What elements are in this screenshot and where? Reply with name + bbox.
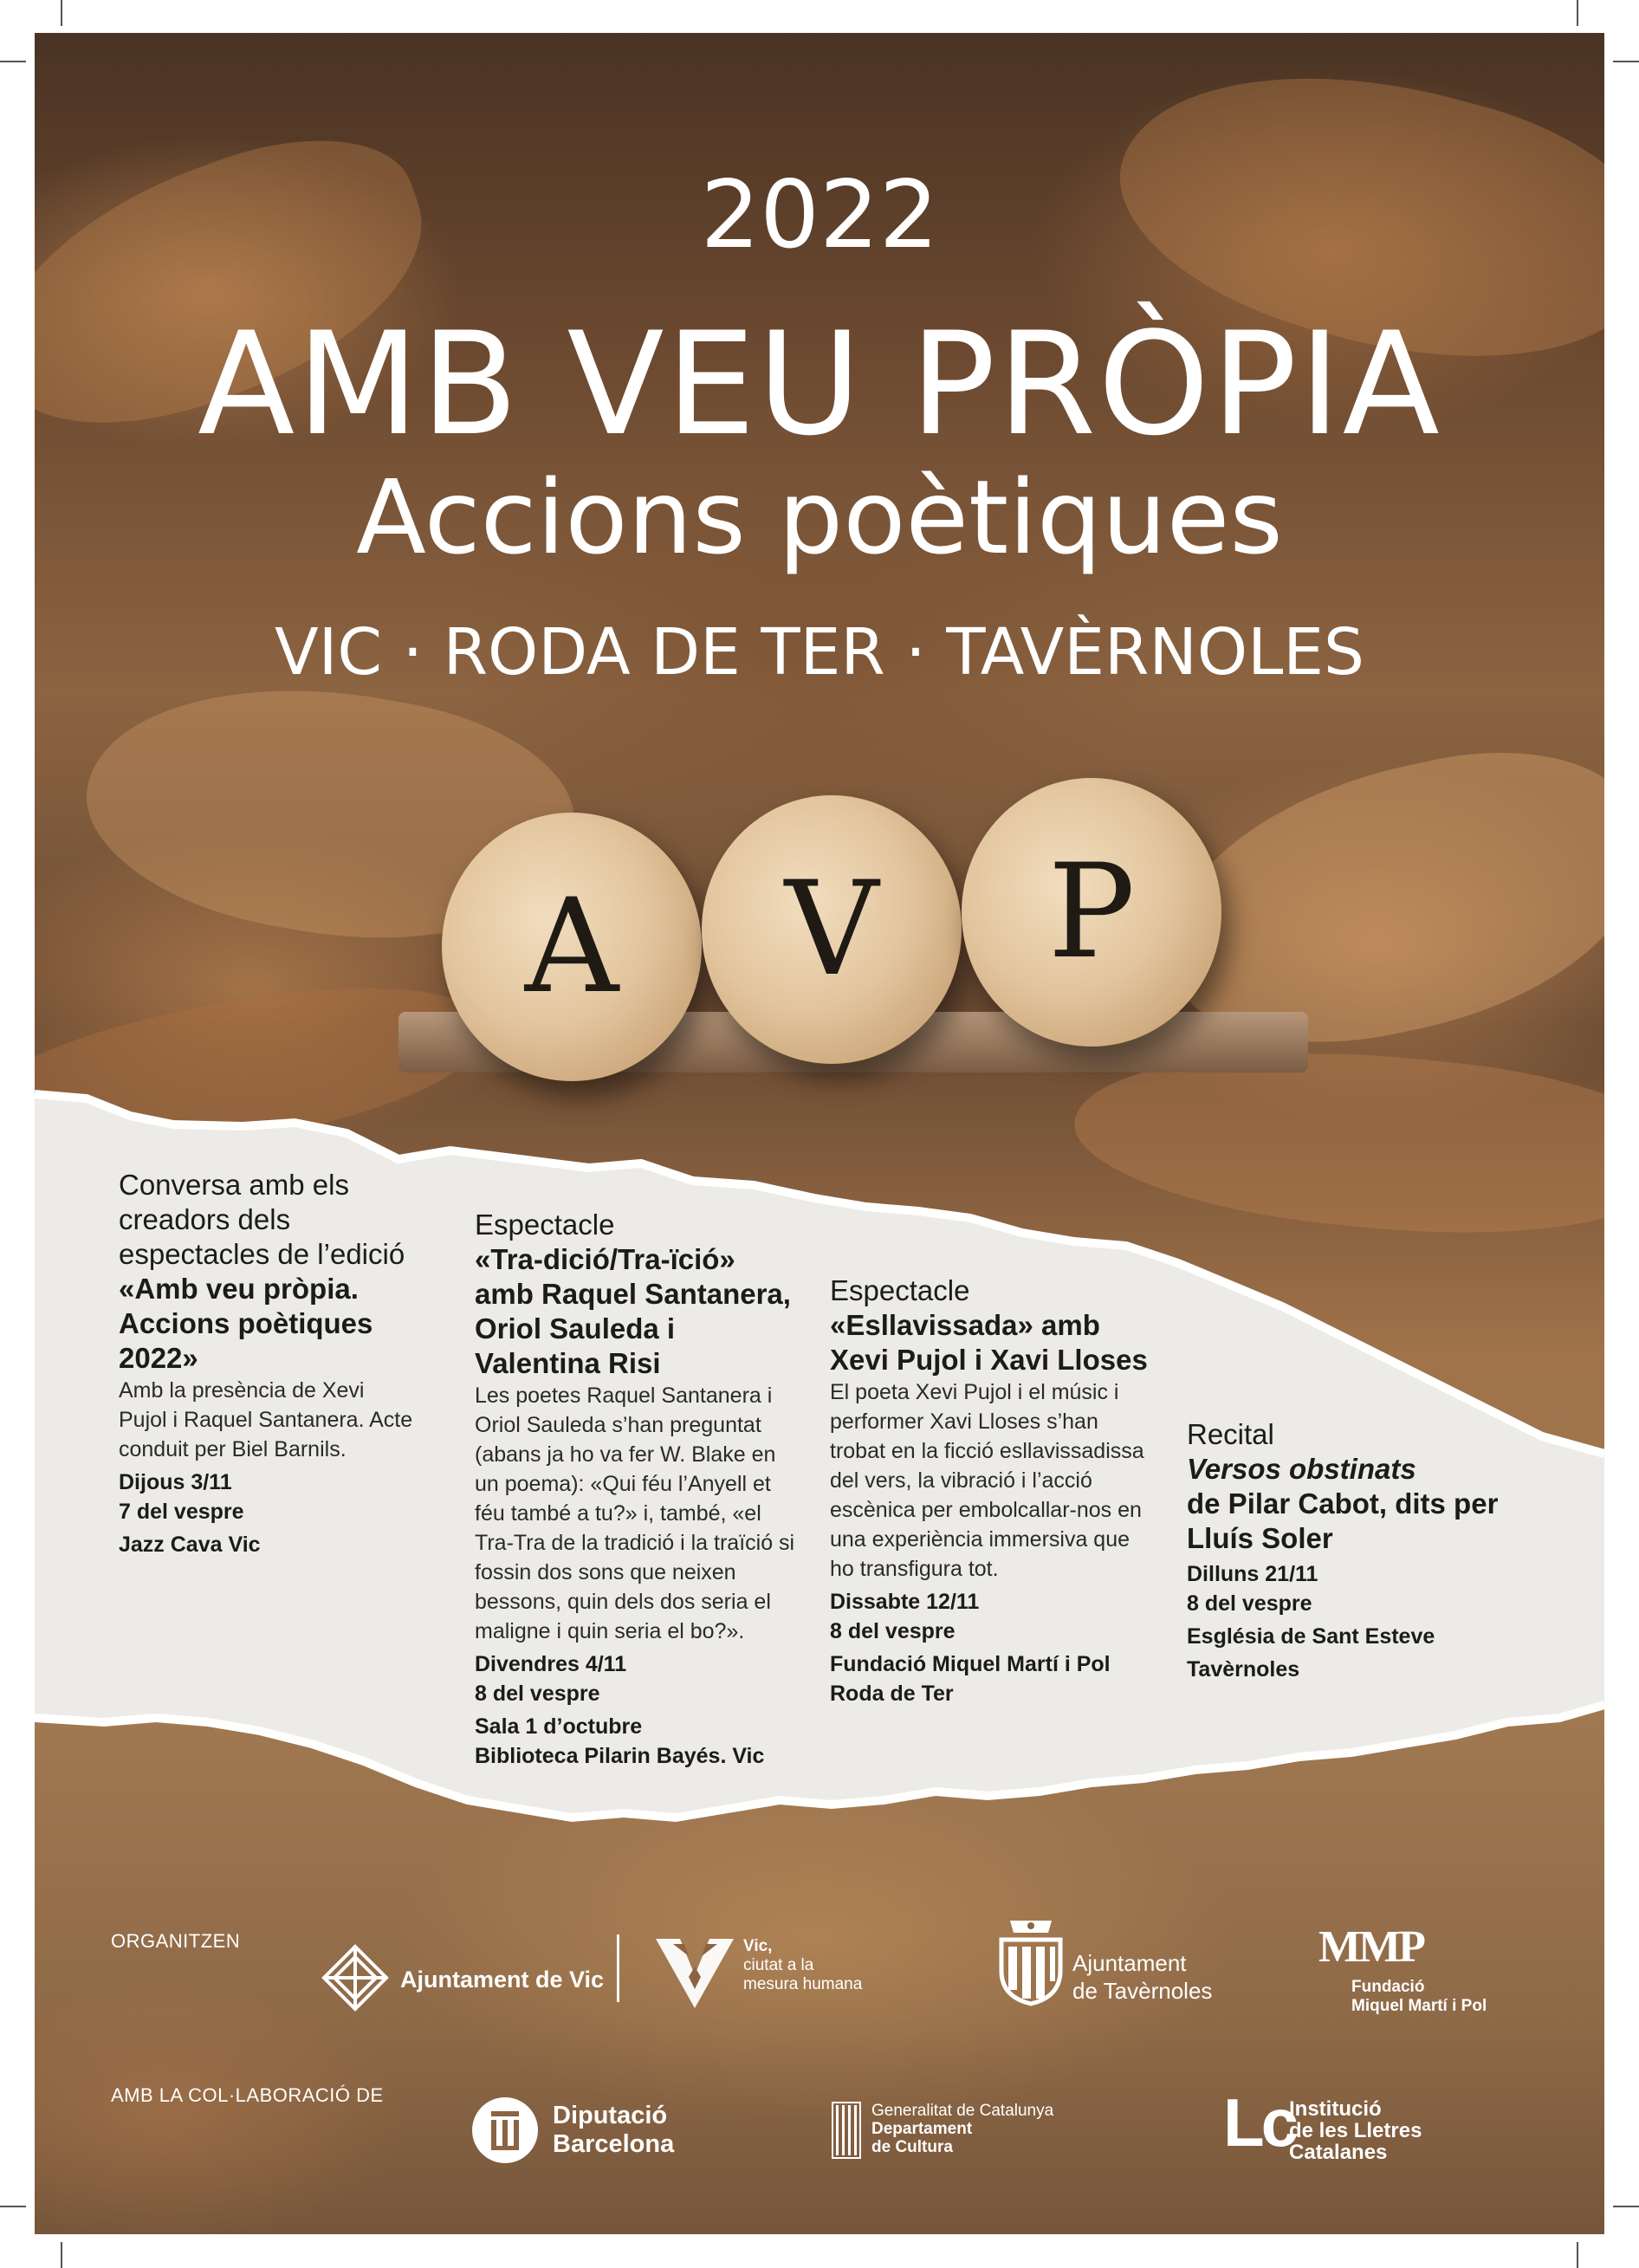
- event-3-venue: Fundació Miquel Martí i Pol: [830, 1652, 1111, 1676]
- disc-a: A: [442, 813, 702, 1081]
- subtitle: Accions poètiques: [356, 457, 1283, 577]
- event-4-venue-2: Tavèrnoles: [1187, 1657, 1300, 1682]
- event-3: [830, 1273, 1150, 1708]
- event-2-description: Les poetes Raquel Santanera i Oriol Sauleda s’han preguntat (abans ja ho va fer W. Blake en un poema): «Qui féu l’Anyell et féu també a tu?» i, també, «el Tra-Tra de la tradició i la traïció si fossin dos sons que neixen bessons, quin dels dos seria el maligne i quin seria el bo?».: [475, 1383, 795, 1643]
- mmp-logo: MMP: [1318, 1922, 1423, 1972]
- org-mmp-line1: Fundació: [1351, 1978, 1425, 1996]
- event-2-venue: Sala 1 d’octubre: [475, 1714, 643, 1739]
- crop-mark: [61, 0, 62, 26]
- diputacio-seal-icon: [472, 2097, 538, 2163]
- event-1-time: 7 del vespre: [119, 1500, 244, 1524]
- event-1-title: «Amb veu pròpia. Accions poètiques 2022»: [119, 1273, 373, 1374]
- event-2-title: «Tra-dició/Tra-ïció» amb Raquel Santanera, Oriol Sauleda i Valentina Risi: [475, 1243, 791, 1379]
- disc-p: P: [962, 778, 1221, 1047]
- col-generalitat-line2: Departament: [871, 2120, 973, 2138]
- org-mmp-line2: Miquel Martí i Pol: [1351, 1997, 1487, 2015]
- divider: [617, 1934, 619, 2002]
- org-tavernoles-line2: de Tavèrnoles: [1072, 1978, 1213, 2004]
- page-title: AMB VEU PRÒPIA: [198, 301, 1441, 467]
- event-4-date: Dilluns 21/11: [1187, 1562, 1318, 1586]
- event-3-date: Dissabte 12/11: [830, 1590, 980, 1614]
- torn-paper: [35, 33, 1604, 2234]
- event-2-venue-2: Biblioteca Pilarin Bayés. Vic: [475, 1744, 765, 1768]
- col-diputacio-line1: Diputació: [553, 2102, 668, 2129]
- event-2-time: 8 del vespre: [475, 1682, 600, 1706]
- vic-v-icon: [654, 1932, 736, 2010]
- org-mmp: [1351, 1978, 1487, 2016]
- org-tavernoles-line1: Ajuntament: [1072, 1950, 1187, 1976]
- vic-shield-icon: [321, 1943, 390, 2012]
- event-4-italic-title: Versos obstinats: [1187, 1453, 1416, 1485]
- collab-label: AMB LA COL·LABORACIÓ DE: [111, 2084, 384, 2106]
- event-1-description: Amb la presència de Xevi Pujol i Raquel Santanera. Acte conduit per Biel Barnils.: [119, 1378, 413, 1461]
- event-4: [1187, 1417, 1533, 1684]
- event-4-title: de Pilar Cabot, dits per Lluís Soler: [1187, 1487, 1499, 1554]
- event-2: [475, 1208, 795, 1771]
- event-4-venue: Església de Sant Esteve: [1187, 1624, 1435, 1649]
- org-vic-city: [743, 1937, 862, 1994]
- col-ilc: [1289, 2098, 1422, 2163]
- crop-mark: [1577, 2242, 1578, 2268]
- org-vic-city-line1: Vic,: [743, 1937, 773, 1955]
- tavernoles-shield-icon: [996, 1917, 1066, 2008]
- org-vic-city-line2: ciutat a la: [743, 1956, 814, 1974]
- col-ilc-line2: de les Lletres: [1289, 2119, 1422, 2142]
- event-3-venue-2: Roda de Ter: [830, 1682, 954, 1706]
- event-3-title: «Esllavissada» amb Xevi Pujol i Xavi Lloses: [830, 1309, 1148, 1376]
- event-4-time: 8 del vespre: [1187, 1591, 1312, 1616]
- year: 2022: [700, 161, 939, 269]
- event-1-venue: Jazz Cava Vic: [119, 1533, 261, 1557]
- crop-mark: [1613, 2206, 1639, 2207]
- event-3-description: El poeta Xevi Pujol i el músic i performer Xavi Lloses s’han trobat en la ficció esllavissadissa del vers, la vibració i l’acció escènica per embolcallar-nos en una experiència immersiva que ho transfigura tot.: [830, 1380, 1144, 1581]
- ilc-logo: Lc: [1223, 2084, 1296, 2161]
- col-diputacio-line2: Barcelona: [553, 2130, 675, 2158]
- organizers-label: ORGANITZEN: [111, 1930, 241, 1952]
- places: VIC · RODA DE TER · TAVÈRNOLES: [274, 615, 1365, 690]
- crop-mark: [0, 61, 26, 62]
- col-ilc-line1: Institució: [1289, 2097, 1382, 2121]
- diputacio-emblem-icon: [472, 2097, 538, 2163]
- event-3-heading: Espectacle: [830, 1274, 970, 1306]
- col-generalitat: [871, 2102, 1053, 2156]
- disc-v: V: [702, 795, 962, 1064]
- event-1-heading: Conversa amb els creadors dels espectacles de l’edició: [119, 1169, 405, 1270]
- crop-mark: [61, 2242, 62, 2268]
- col-diputacio: [553, 2102, 674, 2159]
- org-vic-city-line3: mesura humana: [743, 1975, 863, 1993]
- event-1: [119, 1168, 413, 1559]
- col-ilc-line3: Catalanes: [1289, 2141, 1388, 2164]
- event-1-date: Dijous 3/11: [119, 1470, 232, 1494]
- crop-mark: [1613, 61, 1639, 62]
- col-generalitat-line1: Generalitat de Catalunya: [871, 2102, 1054, 2120]
- event-3-time: 8 del vespre: [830, 1619, 956, 1643]
- poster: [35, 33, 1604, 2234]
- col-generalitat-line3: de Cultura: [871, 2138, 953, 2156]
- org-tavernoles: [1072, 1949, 1212, 2005]
- crop-mark: [1577, 0, 1578, 26]
- event-2-heading: Espectacle: [475, 1209, 615, 1241]
- crop-mark: [0, 2206, 26, 2207]
- event-4-heading: Recital: [1187, 1418, 1274, 1450]
- generalitat-flag-icon: [832, 2102, 861, 2159]
- event-2-date: Divendres 4/11: [475, 1652, 627, 1676]
- org-vic: Ajuntament de Vic: [400, 1967, 605, 1993]
